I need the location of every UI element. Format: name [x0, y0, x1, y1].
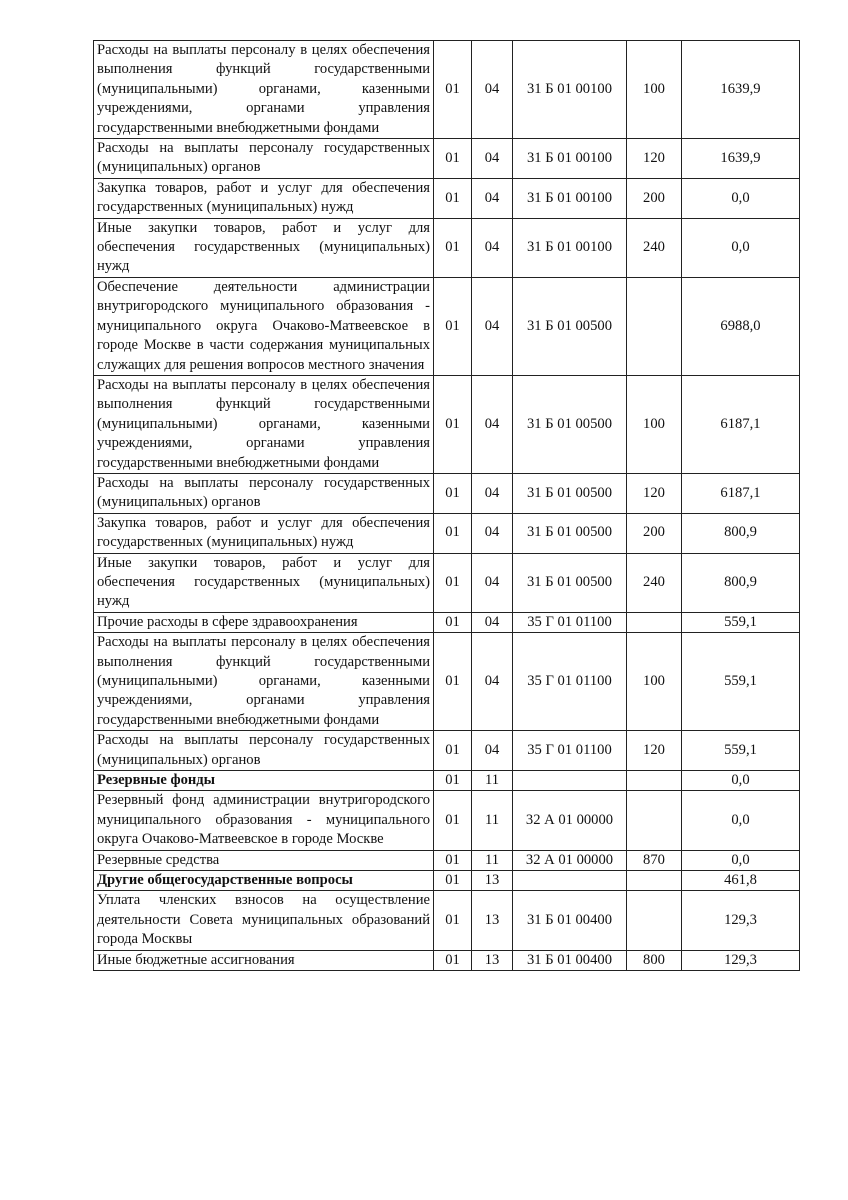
target-article-cell: 31 Б 01 00500 [513, 513, 627, 553]
expense-name-cell: Закупка товаров, работ и услуг для обеспечения государственных (муниципальных) нужд [94, 513, 434, 553]
amount-cell: 129,3 [682, 950, 800, 970]
section-code-cell: 01 [434, 791, 472, 850]
amount-cell: 0,0 [682, 791, 800, 850]
expense-name-cell: Резервные средства [94, 850, 434, 870]
section-code-cell: 01 [434, 950, 472, 970]
section-code-cell: 01 [434, 771, 472, 791]
expense-name-cell: Расходы на выплаты персоналу в целях обеспечения выполнения функций государственными (муниципальными) органами, казенными учреждениями, органами управления государственными внебюджетными фондами [94, 375, 434, 473]
expense-type-cell: 800 [627, 950, 682, 970]
expense-type-cell [627, 871, 682, 891]
table-row [94, 871, 800, 891]
section-code-cell: 01 [434, 553, 472, 612]
expense-type-cell: 120 [627, 731, 682, 771]
target-article-cell: 32 А 01 00000 [513, 791, 627, 850]
expense-type-cell: 120 [627, 473, 682, 513]
expense-name-cell: Резервные фонды [94, 771, 434, 791]
expense-name-cell: Расходы на выплаты персоналу в целях обеспечения выполнения функций государственными (муниципальными) органами, казенными учреждениями, органами управления государственными внебюджетными фондами [94, 41, 434, 139]
subsection-code-cell: 04 [472, 612, 513, 632]
section-code-cell: 01 [434, 612, 472, 632]
amount-cell: 559,1 [682, 612, 800, 632]
budget-table-body [94, 41, 800, 971]
expense-type-cell [627, 891, 682, 950]
expense-name-cell: Расходы на выплаты персоналу государственных (муниципальных) органов [94, 139, 434, 179]
target-article-cell: 31 Б 01 00400 [513, 891, 627, 950]
target-article-cell: 35 Г 01 01100 [513, 731, 627, 771]
section-code-cell: 01 [434, 513, 472, 553]
amount-cell: 129,3 [682, 891, 800, 950]
amount-cell: 0,0 [682, 850, 800, 870]
section-code-cell: 01 [434, 218, 472, 277]
amount-cell: 0,0 [682, 218, 800, 277]
target-article-cell: 35 Г 01 01100 [513, 612, 627, 632]
table-row [94, 850, 800, 870]
expense-name-cell: Расходы на выплаты персоналу в целях обеспечения выполнения функций государственными (муниципальными) органами, казенными учреждениями, органами управления государственными внебюджетными фондами [94, 633, 434, 731]
section-code-cell: 01 [434, 850, 472, 870]
subsection-code-cell: 04 [472, 178, 513, 218]
expense-type-cell: 100 [627, 375, 682, 473]
target-article-cell: 31 Б 01 00500 [513, 473, 627, 513]
subsection-code-cell: 13 [472, 871, 513, 891]
section-code-cell: 01 [434, 871, 472, 891]
budget-table [93, 40, 800, 971]
document-page [93, 40, 799, 971]
table-row [94, 553, 800, 612]
section-code-cell: 01 [434, 139, 472, 179]
expense-name-cell: Иные бюджетные ассигнования [94, 950, 434, 970]
target-article-cell: 31 Б 01 00500 [513, 375, 627, 473]
amount-cell: 559,1 [682, 633, 800, 731]
amount-cell: 461,8 [682, 871, 800, 891]
amount-cell: 1639,9 [682, 139, 800, 179]
expense-type-cell: 200 [627, 178, 682, 218]
subsection-code-cell: 04 [472, 218, 513, 277]
target-article-cell: 31 Б 01 00500 [513, 553, 627, 612]
amount-cell: 800,9 [682, 513, 800, 553]
target-article-cell: 31 Б 01 00100 [513, 139, 627, 179]
target-article-cell: 31 Б 01 00100 [513, 218, 627, 277]
table-row [94, 277, 800, 375]
table-row [94, 139, 800, 179]
subsection-code-cell: 04 [472, 553, 513, 612]
expense-type-cell: 870 [627, 850, 682, 870]
section-code-cell: 01 [434, 731, 472, 771]
subsection-code-cell: 11 [472, 771, 513, 791]
expense-type-cell [627, 277, 682, 375]
table-row [94, 891, 800, 950]
expense-type-cell: 100 [627, 633, 682, 731]
amount-cell: 6187,1 [682, 375, 800, 473]
table-row [94, 41, 800, 139]
amount-cell: 0,0 [682, 178, 800, 218]
subsection-code-cell: 04 [472, 633, 513, 731]
expense-type-cell [627, 791, 682, 850]
table-row [94, 771, 800, 791]
target-article-cell: 35 Г 01 01100 [513, 633, 627, 731]
expense-type-cell: 240 [627, 218, 682, 277]
expense-type-cell [627, 771, 682, 791]
expense-name-cell: Расходы на выплаты персоналу государственных (муниципальных) органов [94, 731, 434, 771]
table-row [94, 633, 800, 731]
target-article-cell [513, 871, 627, 891]
section-code-cell: 01 [434, 891, 472, 950]
subsection-code-cell: 04 [472, 277, 513, 375]
subsection-code-cell: 04 [472, 731, 513, 771]
section-code-cell: 01 [434, 633, 472, 731]
expense-type-cell: 100 [627, 41, 682, 139]
target-article-cell: 32 А 01 00000 [513, 850, 627, 870]
expense-type-cell: 120 [627, 139, 682, 179]
expense-name-cell: Другие общегосударственные вопросы [94, 871, 434, 891]
expense-name-cell: Прочие расходы в сфере здравоохранения [94, 612, 434, 632]
expense-name-cell: Обеспечение деятельности администрации внутригородского муниципального образования - муниципального округа Очаково-Матвеевское в городе Москве в части содержания муниципальных служащих для решения вопросов местного значения [94, 277, 434, 375]
expense-name-cell: Резервный фонд администрации внутригородского муниципального образования - муниципального округа Очаково-Матвеевское в городе Москве [94, 791, 434, 850]
subsection-code-cell: 13 [472, 950, 513, 970]
amount-cell: 6988,0 [682, 277, 800, 375]
amount-cell: 1639,9 [682, 41, 800, 139]
expense-type-cell: 200 [627, 513, 682, 553]
amount-cell: 800,9 [682, 553, 800, 612]
section-code-cell: 01 [434, 178, 472, 218]
amount-cell: 6187,1 [682, 473, 800, 513]
target-article-cell: 31 Б 01 00100 [513, 178, 627, 218]
subsection-code-cell: 13 [472, 891, 513, 950]
amount-cell: 559,1 [682, 731, 800, 771]
section-code-cell: 01 [434, 473, 472, 513]
subsection-code-cell: 11 [472, 850, 513, 870]
table-row [94, 731, 800, 771]
subsection-code-cell: 11 [472, 791, 513, 850]
target-article-cell: 31 Б 01 00100 [513, 41, 627, 139]
table-row [94, 375, 800, 473]
table-row [94, 950, 800, 970]
expense-type-cell [627, 612, 682, 632]
target-article-cell: 31 Б 01 00400 [513, 950, 627, 970]
expense-name-cell: Закупка товаров, работ и услуг для обеспечения государственных (муниципальных) нужд [94, 178, 434, 218]
table-row [94, 218, 800, 277]
target-article-cell: 31 Б 01 00500 [513, 277, 627, 375]
subsection-code-cell: 04 [472, 41, 513, 139]
table-row [94, 513, 800, 553]
section-code-cell: 01 [434, 277, 472, 375]
table-row [94, 791, 800, 850]
amount-cell: 0,0 [682, 771, 800, 791]
expense-type-cell: 240 [627, 553, 682, 612]
subsection-code-cell: 04 [472, 473, 513, 513]
expense-name-cell: Иные закупки товаров, работ и услуг для обеспечения государственных (муниципальных) нужд [94, 218, 434, 277]
section-code-cell: 01 [434, 41, 472, 139]
subsection-code-cell: 04 [472, 375, 513, 473]
expense-name-cell: Уплата членских взносов на осуществление деятельности Совета муниципальных образований города Москвы [94, 891, 434, 950]
expense-name-cell: Расходы на выплаты персоналу государственных (муниципальных) органов [94, 473, 434, 513]
section-code-cell: 01 [434, 375, 472, 473]
table-row [94, 473, 800, 513]
subsection-code-cell: 04 [472, 139, 513, 179]
subsection-code-cell: 04 [472, 513, 513, 553]
table-row [94, 178, 800, 218]
target-article-cell [513, 771, 627, 791]
table-row [94, 612, 800, 632]
expense-name-cell: Иные закупки товаров, работ и услуг для обеспечения государственных (муниципальных) нужд [94, 553, 434, 612]
